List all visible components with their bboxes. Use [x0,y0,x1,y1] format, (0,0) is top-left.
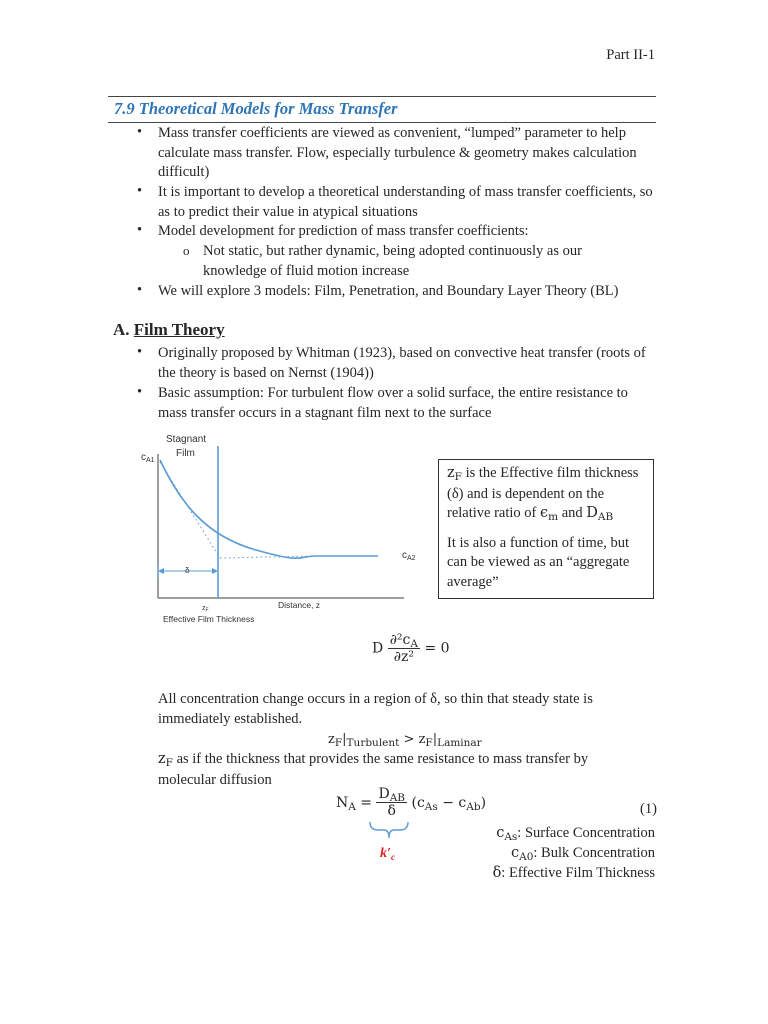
heading-letter: A. [113,320,130,339]
title-rule-bottom [108,122,656,123]
definition-bulk-concentration: $c_{A0}$: Bulk Concentration [510,845,655,863]
definition-film-thickness: δ: Effective Film Thickness [492,865,655,881]
page-label: Part II-1 [606,47,655,63]
kc-label: $k'_c$ [380,846,395,862]
paragraph-steady-state: All concentration change occurs in a region of δ, so thin that steady state is immediately established. [158,691,593,727]
flux-equation: $N_A$ = $\frac{D_{AB}}{\delta}$ $(c_{As} - c_{Ab})$ [336,786,487,819]
diffusion-equation: D $\frac{\partial^2c_A}{\text{∂z²}}$ = 0 [372,632,450,665]
bullet-text: It is important to develop a theoretical understanding of mass transfer coefficients, so as to predict their value in atypical situations [158,184,653,220]
zf-label: $z_F$ [202,605,209,614]
definition-surface-concentration: $c_{As}$: Surface Concentration [496,825,655,843]
bullet-mark: • [137,384,143,400]
title-rule-top [108,96,656,97]
thickness-inequality: $z_F|_{Turbulent} > z_F|_{Laminar}$ [328,732,482,749]
bullet-text: Model development for prediction of mass transfer coefficients: [158,223,529,239]
stagnant-label: Stagnant [166,434,207,445]
section-title: 7.9 Theoretical Models for Mass Transfer [114,99,398,118]
ca1-label: $c_{A1}$ [141,452,155,464]
bullet-mark: • [137,124,143,140]
sub-bullet-mark: o [183,243,190,258]
sub-bullet-text: Not static, but rather dynamic, being adopted continuously as our knowledge of fluid motion increase [203,243,582,279]
film-thickness-note-box [438,459,654,599]
paragraph-resistance: $z_F$ as if the thickness that provides the same resistance to mass transfer by molecular diffusion [158,751,589,788]
ca2-label: $c_{A2}$ [402,550,416,562]
equation-number: (1) [640,801,657,817]
bullet-mark: • [137,183,143,199]
heading-text: Film Theory [133,320,225,339]
film-theory-figure [136,424,426,630]
bullet-text: Originally proposed by Whitman (1923), based on convective heat transfer (roots of the theory is based on Nernst (1904)) [158,345,646,381]
effective-film-label: Effective Film Thickness [163,614,255,624]
bullet-text: We will explore 3 models: Film, Penetration, and Boundary Layer Theory (BL) [158,283,619,299]
note-line-1: $z_F$ is the Effective film thickness (δ) and is dependent on the relative ratio of $\epsilon_m$ and $D_{AB}$ [447,465,639,523]
film-label: Film [176,448,195,459]
bullet-text: Mass transfer coefficients are viewed as convenient, “lumped” parameter to help calculate mass transfer. Flow, especially turbulence & geometry makes calculation difficult) [158,125,637,180]
film-theory-heading [113,320,225,340]
distance-label: Distance, z [278,600,321,610]
note-line-2: It is also a function of time, but can be viewed as an “aggregate average” [447,534,630,590]
bullet-mark: • [137,282,143,298]
delta-label: δ [185,566,190,575]
bullet-text: Basic assumption: For turbulent flow over a solid surface, the entire resistance to mass transfer occurs in a stagnant film next to the surface [158,385,628,421]
bullet-mark: • [137,344,143,360]
coefficient-brace [368,820,410,844]
bullet-mark: • [137,222,143,238]
